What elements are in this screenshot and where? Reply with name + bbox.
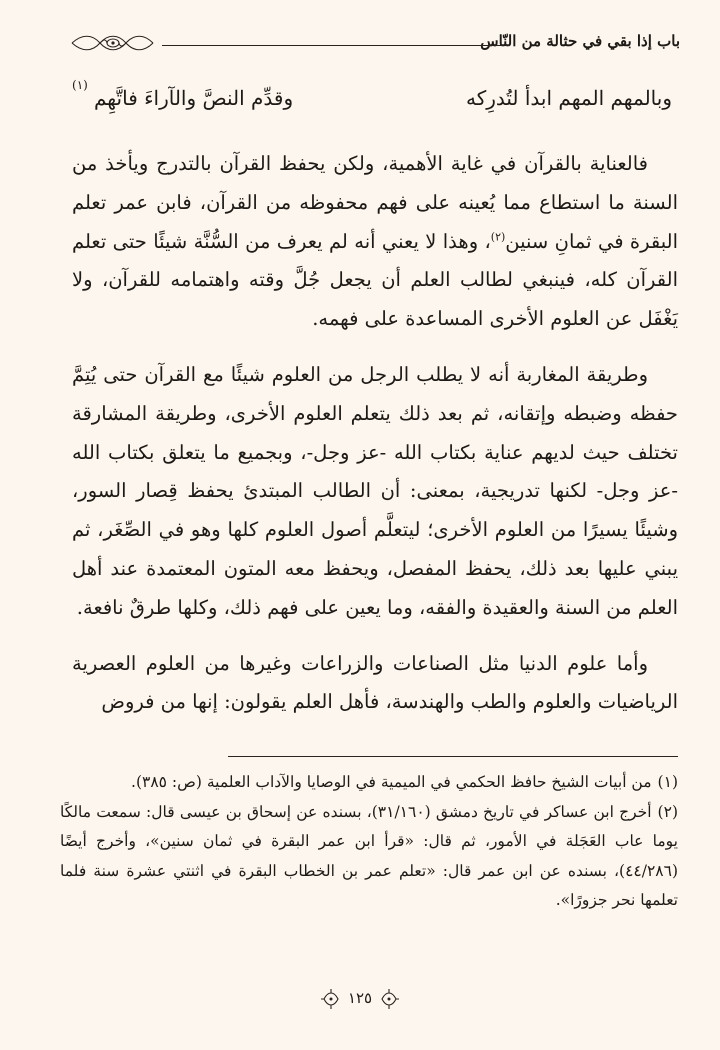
paragraph-1-part-1: فالعناية بالقرآن في غاية الأهمية، ولكن يحفظ القرآن بالتدرج ويأخذ من السنة ما استطاع مما يُعينه على فهم محفوظه من القرآن، فابن عمر تعلم البقرة في ثمانِ سنين <box>72 152 678 253</box>
header-title: باب إذا بقي في حثالة من النّاس <box>480 32 680 50</box>
paragraph-3: وأما علوم الدنيا مثل الصناعات والزراعات وغيرها من العلوم العصرية الرياضيات والعلوم والطب والهندسة، فأهل العلم يقولون: إنها من فروض <box>72 651 678 714</box>
footnote-1-number: (١) <box>657 773 678 791</box>
verse-footnote-marker[interactable]: (١) <box>72 78 88 92</box>
footnote-1-text: من أبيات الشيخ حافظ الحكمي في الميمية في الوصايا والآداب العلمية (ص: ٣٨٥). <box>131 773 652 791</box>
footnote-1 <box>60 768 678 798</box>
page-number-ornament-left-icon <box>378 987 400 1011</box>
paragraph-1 <box>72 145 678 339</box>
header-ornament-icon <box>70 30 155 56</box>
header-rule <box>162 45 510 46</box>
verse-first-hemistich: وبالمهم المهم ابدأ لتُدرِكه <box>465 86 672 110</box>
page-number <box>310 985 410 1015</box>
paragraph-2: وطريقة المغاربة أنه لا يطلب الرجل من العلوم شيئًا مع القرآن حتى يُتِمَّ حفظه وضبطه وإتقانه، ثم بعد ذلك يتعلم العلوم الأخرى، وطريقة المشارقة تختلف حيث لديهم عناية بكتاب الله -عز وجل-، وبجميع ما يتعلق بكتاب الله -عز وجل- لكنها تدريجية، بمعنى: أن الطالب المبتدئ يحفظ قِصار السور، وشيئًا يسيرًا من العلوم الأخرى؛ ليتعلَّم أصول العلوم كلها وهو في الصِّغَر، ثم يبني عليها بعد ذلك، يحفظ المفصل، ويحفظ معه المتون المعتمدة عند أهل العلم من السنة والعقيدة والفقه، وما يعين على فهم ذلك، وكلها طرقٌ نافعة. <box>72 362 678 619</box>
poetry-verse <box>72 78 672 126</box>
footnote-divider <box>228 756 678 757</box>
page-number-text: ١٢٥ <box>347 989 373 1007</box>
footnotes <box>60 768 678 916</box>
main-text <box>72 145 678 739</box>
verse-second-hemistich: وقدِّم النصَّ والآراءَ فاتَّهِم <box>94 86 294 110</box>
footnote-2-text: أخرج ابن عساكر في تاريخ دمشق (٣١/١٦٠)، بسنده عن إسحاق بن عيسى قال: سمعت مالكًا يوما عاب العَجَلة في الأمور، ثم قال: «قرأ ابن عمر البقرة في ثمان سنين»، وأخرج أيضًا (٤٤/٢٨٦)، بسنده عن ابن عمر قال: «تعلم عمر بن الخطاب البقرة في اثنتي عشرة سنة فلما تعلمها نحر جزورًا». <box>60 802 678 909</box>
running-header <box>70 24 680 64</box>
footnote-2 <box>60 798 678 916</box>
footnote-ref-2[interactable]: (٢) <box>490 230 506 244</box>
paragraph-1-part-2: ، وهذا لا يعني أنه لم يعرف من السُّنَّة شيئًا حتى تعلم القرآن كله، فينبغي لطالب العلم أن يجعل جُلَّ وقته واهتمامه للقرآن، ولا يَغْفَل عن العلوم الأخرى المساعدة على فهمه. <box>72 229 678 331</box>
footnote-2-number: (٢) <box>657 802 678 821</box>
